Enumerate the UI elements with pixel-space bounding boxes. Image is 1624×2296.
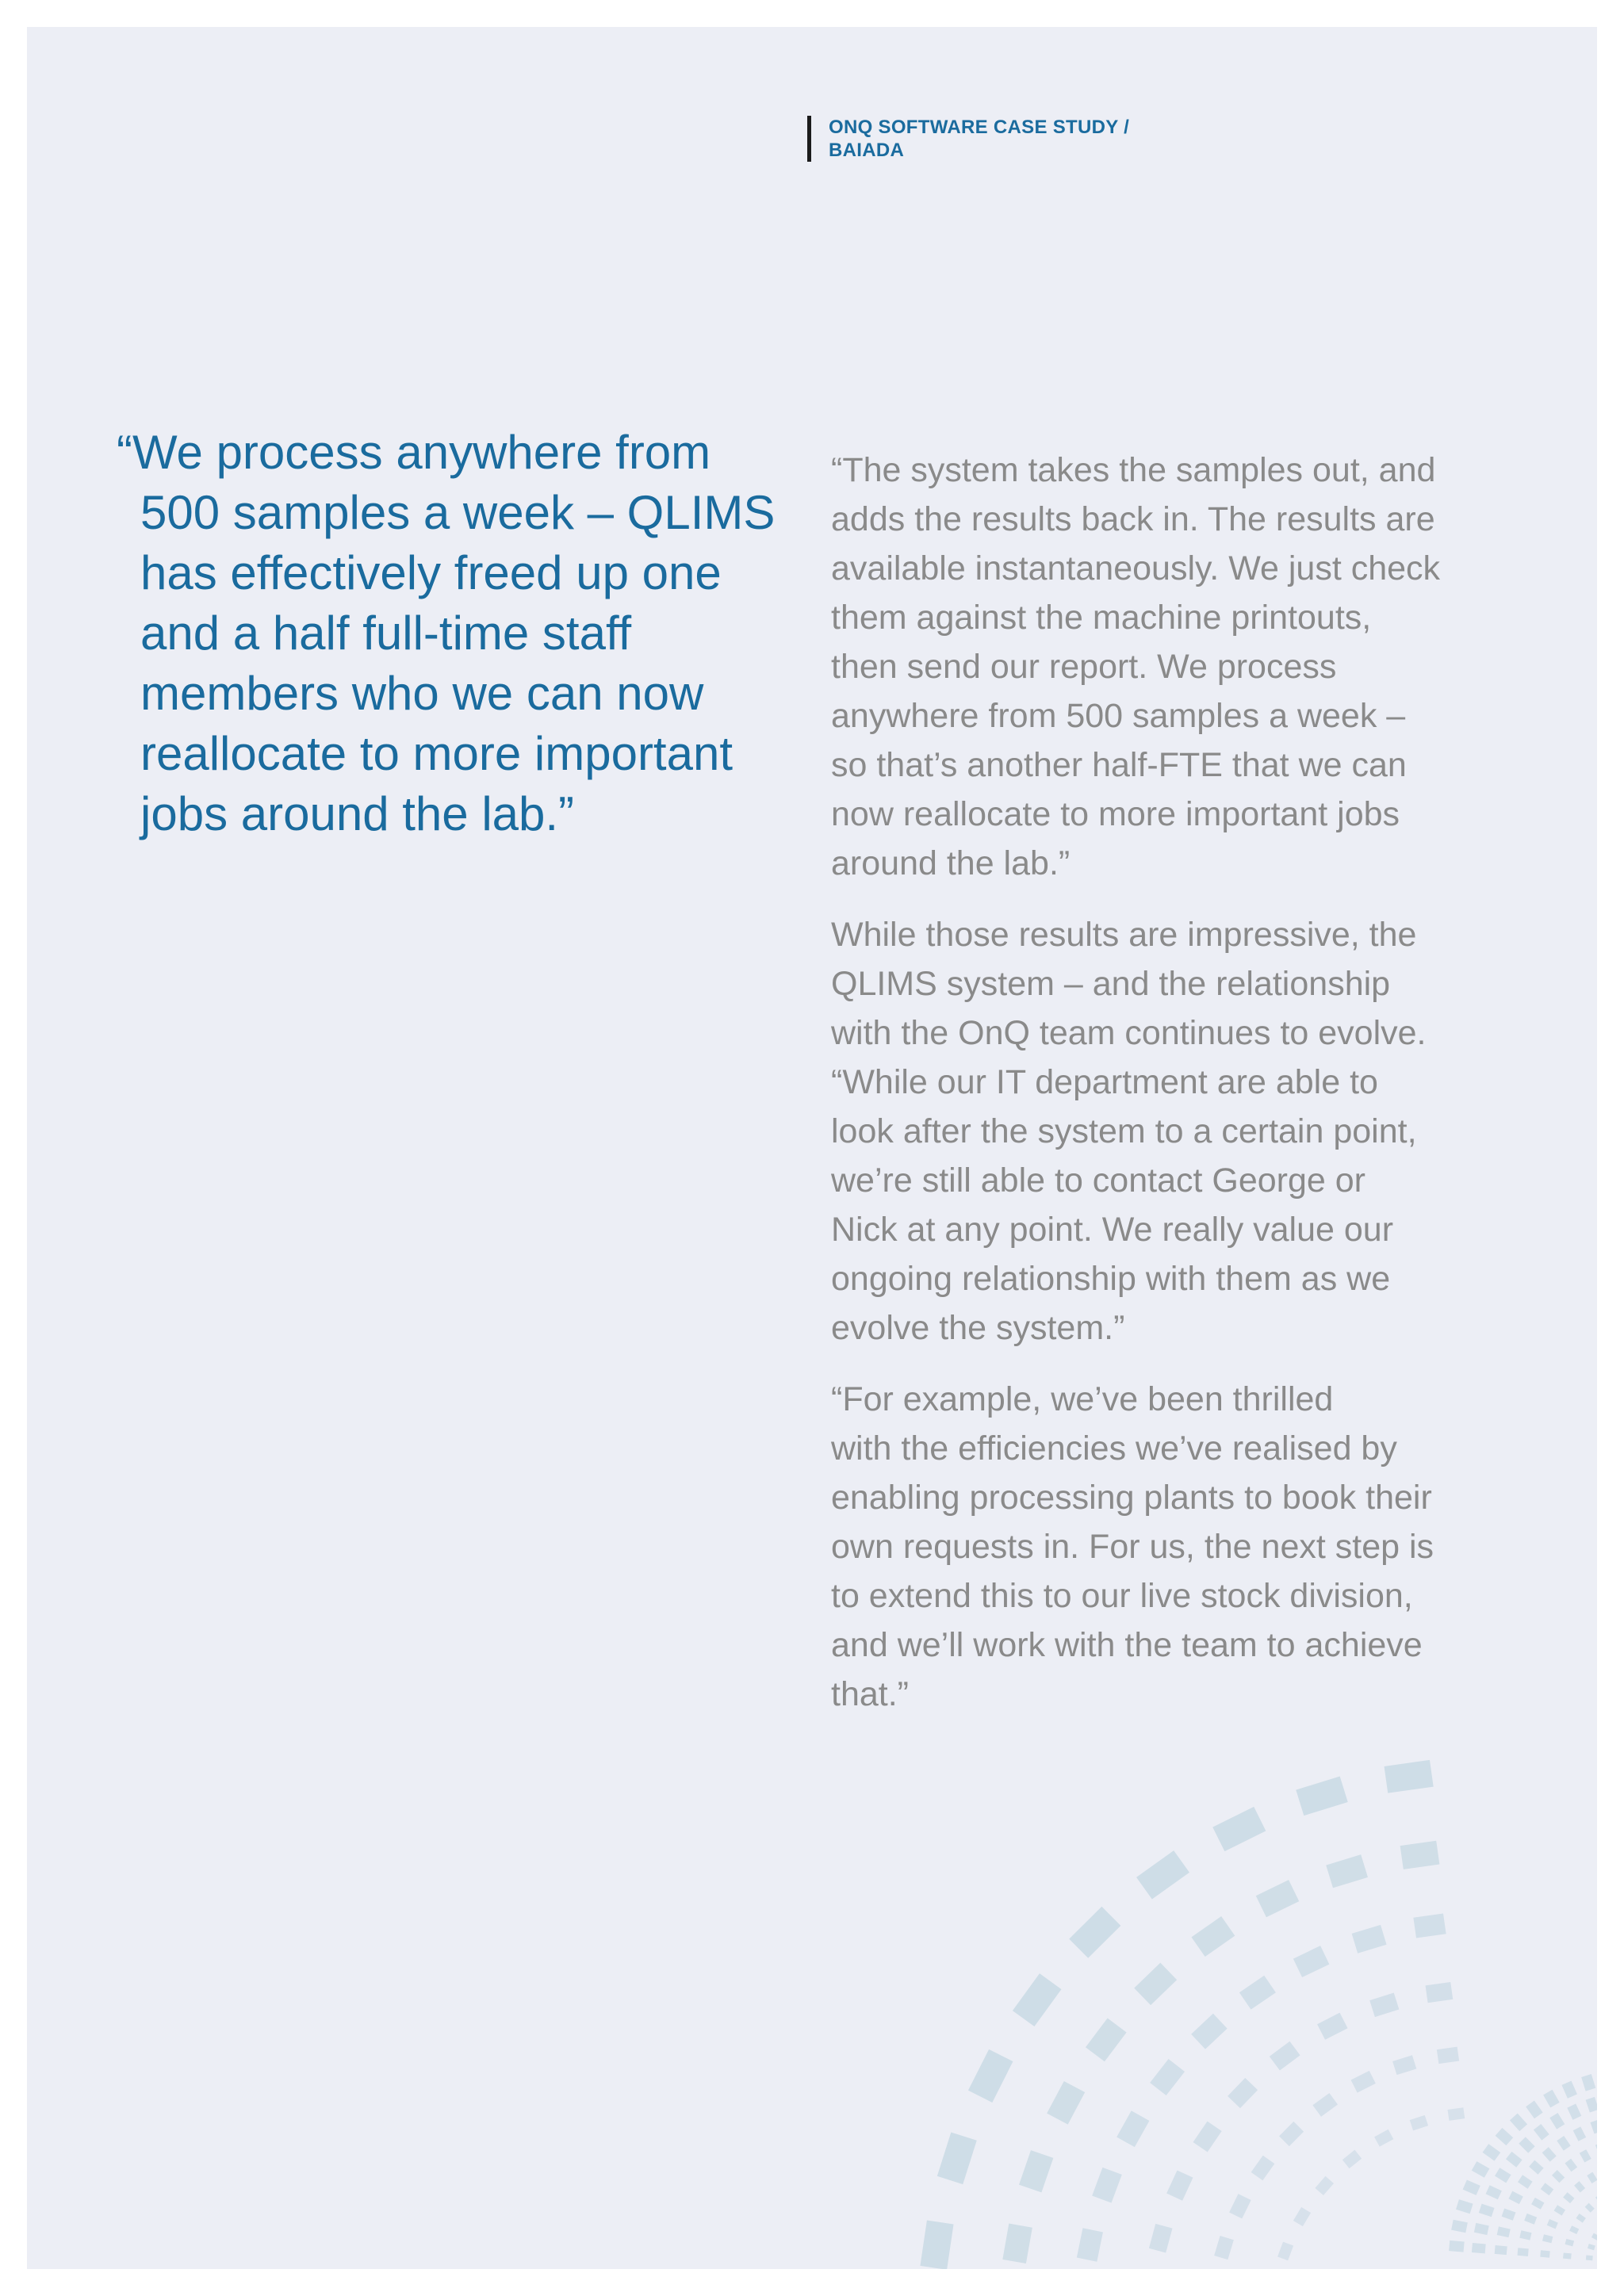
swirl-dot bbox=[1495, 2168, 1511, 2183]
swirl-dot bbox=[1519, 2137, 1534, 2152]
body-line: and we’ll work with the team to achieve bbox=[831, 1626, 1423, 1664]
pull-quote-line: jobs around the lab.” bbox=[140, 787, 575, 840]
swirl-dot bbox=[1524, 2214, 1537, 2225]
body-line: QLIMS system – and the relationship bbox=[831, 965, 1391, 1003]
swirl-block bbox=[920, 2221, 953, 2269]
swirl-block bbox=[1149, 2224, 1173, 2253]
decorative-swirl-graphic bbox=[883, 1708, 1597, 2269]
swirl-block bbox=[1214, 2236, 1234, 2260]
document-page bbox=[27, 27, 1597, 2269]
swirl-block bbox=[1410, 2115, 1428, 2131]
swirl-dot bbox=[1573, 2126, 1586, 2141]
swirl-block bbox=[1270, 2042, 1300, 2071]
swirl-dot bbox=[1587, 2172, 1597, 2183]
body-line: Nick at any point. We really value our bbox=[831, 1211, 1394, 1249]
swirl-block bbox=[1448, 2107, 1465, 2121]
swirl-dot bbox=[1531, 2198, 1544, 2210]
swirl-dot bbox=[1565, 2159, 1577, 2172]
swirl-dot bbox=[1595, 2195, 1597, 2204]
swirl-dot bbox=[1549, 2113, 1565, 2130]
swirl-dot bbox=[1543, 2090, 1560, 2108]
swirl-dot bbox=[1552, 2170, 1565, 2183]
swirl-dot bbox=[1586, 2097, 1597, 2113]
pull-quote-line: and a half full-time staff bbox=[140, 607, 632, 660]
swirl-block bbox=[1317, 2013, 1348, 2040]
swirl-block bbox=[1437, 2047, 1459, 2064]
swirl-dot bbox=[1565, 2239, 1575, 2247]
swirl-block bbox=[1312, 2093, 1338, 2117]
document-header bbox=[807, 116, 1129, 162]
body-line: adds the results back in. The results are bbox=[831, 500, 1435, 538]
body-line: enabling processing plants to book their bbox=[831, 1479, 1432, 1517]
body-line: now reallocate to more important jobs bbox=[831, 795, 1400, 833]
swirl-block bbox=[1352, 1925, 1387, 1954]
swirl-block bbox=[1392, 2055, 1416, 2075]
pull-quote-line: members who we can now bbox=[140, 667, 704, 720]
body-line: ongoing relationship with them as we bbox=[831, 1260, 1391, 1298]
swirl-dot bbox=[1580, 2149, 1591, 2162]
swirl-dot bbox=[1591, 2233, 1597, 2241]
swirl-block bbox=[1315, 2176, 1334, 2195]
swirl-block bbox=[1277, 2242, 1293, 2261]
swirl-dot bbox=[1506, 2152, 1522, 2168]
swirl-block bbox=[1293, 2207, 1311, 2226]
pull-quote-line: “We process anywhere from bbox=[117, 426, 711, 479]
swirl-dot bbox=[1542, 2147, 1557, 2161]
body-line: anywhere from 500 samples a week – bbox=[831, 697, 1406, 735]
swirl-block bbox=[1191, 2014, 1227, 2049]
swirl-block bbox=[1296, 1776, 1347, 1816]
swirl-dot bbox=[1542, 2234, 1553, 2243]
swirl-block bbox=[968, 2049, 1013, 2103]
swirl-dot bbox=[1518, 2175, 1533, 2188]
swirl-block bbox=[1086, 2019, 1127, 2062]
swirl-block bbox=[1351, 2071, 1376, 2093]
swirl-block bbox=[1229, 2194, 1251, 2218]
swirl-dot bbox=[1479, 2204, 1495, 2218]
swirl-block bbox=[1279, 2122, 1304, 2146]
swirl-dot bbox=[1588, 2244, 1595, 2250]
swirl-dot bbox=[1496, 2128, 1514, 2145]
body-line: available instantaneously. We just check bbox=[831, 549, 1441, 587]
swirl-block bbox=[1136, 1850, 1189, 1899]
body-paragraph bbox=[831, 1375, 1545, 1719]
body-line: that.” bbox=[831, 1675, 909, 1713]
swirl-block bbox=[1374, 2130, 1393, 2147]
body-line: with the efficiencies we’ve realised by bbox=[831, 1429, 1397, 1468]
swirl-dot bbox=[1526, 2101, 1543, 2119]
body-line: so that’s another half-FTE that we can bbox=[831, 746, 1407, 784]
swirl-dot bbox=[1576, 2214, 1586, 2223]
swirl-block bbox=[1251, 2156, 1275, 2181]
swirl-dot bbox=[1557, 2136, 1570, 2151]
swirl-block bbox=[1326, 1854, 1368, 1888]
swirl-dot bbox=[1474, 2223, 1489, 2235]
swirl-dot bbox=[1554, 2205, 1565, 2215]
swirl-dot bbox=[1486, 2185, 1502, 2199]
swirl-dot bbox=[1519, 2230, 1531, 2240]
swirl-dot bbox=[1563, 2192, 1574, 2203]
swirl-dot bbox=[1497, 2226, 1511, 2237]
swirl-dot bbox=[1567, 2104, 1581, 2120]
pull-quote-line: reallocate to more important bbox=[140, 727, 733, 780]
swirl-dot bbox=[1510, 2114, 1527, 2132]
body-line: then send our report. We process bbox=[831, 648, 1337, 686]
pull-quote-line: 500 samples a week – QLIMS bbox=[140, 486, 776, 539]
swirl-dot bbox=[1449, 2241, 1465, 2252]
swirl-block bbox=[1134, 1963, 1177, 2006]
body-line: with the OnQ team continues to evolve. bbox=[831, 1014, 1427, 1052]
swirl-dot bbox=[1561, 2081, 1576, 2099]
swirl-block bbox=[1019, 2150, 1053, 2192]
swirl-block bbox=[1002, 2224, 1032, 2264]
swirl-dot bbox=[1529, 2160, 1543, 2175]
body-text bbox=[831, 446, 1545, 1741]
swirl-block bbox=[1013, 1973, 1062, 2026]
swirl-block bbox=[1193, 2122, 1222, 2152]
swirl-dot bbox=[1541, 2183, 1554, 2195]
swirl-dot bbox=[1502, 2208, 1516, 2220]
swirl-block bbox=[1239, 1976, 1276, 2010]
swirl-dot bbox=[1483, 2144, 1501, 2161]
swirl-dot bbox=[1495, 2245, 1507, 2255]
swirl-block bbox=[1413, 1913, 1446, 1938]
swirl-block bbox=[1228, 2078, 1258, 2108]
swirl-dot bbox=[1569, 2225, 1579, 2234]
swirl-dot bbox=[1585, 2203, 1595, 2213]
swirl-block bbox=[1342, 2150, 1362, 2168]
swirl-block bbox=[1369, 1992, 1399, 2017]
swirl-dot bbox=[1581, 2074, 1595, 2091]
body-paragraph bbox=[831, 446, 1545, 888]
swirl-dot bbox=[1451, 2220, 1468, 2233]
swirl-block bbox=[1191, 1916, 1235, 1957]
body-line: “The system takes the samples out, and bbox=[831, 451, 1436, 489]
pull-quote bbox=[117, 423, 830, 844]
swirl-dot bbox=[1540, 2250, 1549, 2257]
swirl-block bbox=[1385, 1760, 1434, 1793]
swirl-dot bbox=[1563, 2252, 1572, 2259]
header-title: ONQ SOFTWARE CASE STUDY / bbox=[829, 117, 1130, 138]
swirl-block bbox=[1069, 1907, 1120, 1958]
swirl-block bbox=[1077, 2228, 1103, 2261]
swirl-dot bbox=[1472, 2161, 1490, 2178]
header-subtitle: BAIADA bbox=[829, 140, 905, 161]
swirl-block bbox=[1047, 2081, 1085, 2125]
swirl-block bbox=[1116, 2110, 1149, 2147]
body-line: to extend this to our live stock division, bbox=[831, 1577, 1413, 1615]
swirl-dot bbox=[1534, 2124, 1549, 2141]
swirl-dot bbox=[1586, 2256, 1593, 2261]
body-line: While those results are impressive, the bbox=[831, 916, 1417, 954]
swirl-dot bbox=[1456, 2199, 1473, 2214]
swirl-dot bbox=[1463, 2179, 1480, 2195]
swirl-dot bbox=[1517, 2248, 1528, 2256]
body-line: around the lab.” bbox=[831, 844, 1071, 882]
swirl-dot bbox=[1508, 2191, 1522, 2204]
swirl-dot bbox=[1595, 2142, 1597, 2155]
swirl-block bbox=[1256, 1880, 1299, 1917]
body-line: them against the machine printouts, bbox=[831, 599, 1372, 637]
body-line: we’re still able to contact George or bbox=[831, 1161, 1365, 1200]
swirl-dot bbox=[1472, 2243, 1486, 2253]
swirl-block bbox=[1212, 1807, 1266, 1851]
swirl-block bbox=[1166, 2170, 1193, 2200]
body-paragraph bbox=[831, 910, 1545, 1353]
body-line: “While our IT department are able to bbox=[831, 1063, 1378, 1101]
body-line: “For example, we’ve been thrilled bbox=[831, 1380, 1334, 1418]
swirl-dot bbox=[1574, 2181, 1585, 2192]
swirl-block bbox=[1092, 2168, 1122, 2203]
swirl-block bbox=[1293, 1946, 1330, 1977]
pull-quote-line: has effectively freed up one bbox=[140, 546, 722, 599]
body-line: own requests in. For us, the next step is bbox=[831, 1528, 1434, 1566]
swirl-block bbox=[1150, 2059, 1185, 2095]
swirl-block bbox=[1400, 1841, 1440, 1869]
swirl-block bbox=[1426, 1982, 1454, 2003]
body-line: evolve the system.” bbox=[831, 1309, 1125, 1347]
swirl-dot bbox=[1547, 2219, 1558, 2229]
swirl-block bbox=[937, 2133, 977, 2185]
swirl-dot bbox=[1590, 2120, 1597, 2134]
body-line: look after the system to a certain point, bbox=[831, 1112, 1417, 1150]
